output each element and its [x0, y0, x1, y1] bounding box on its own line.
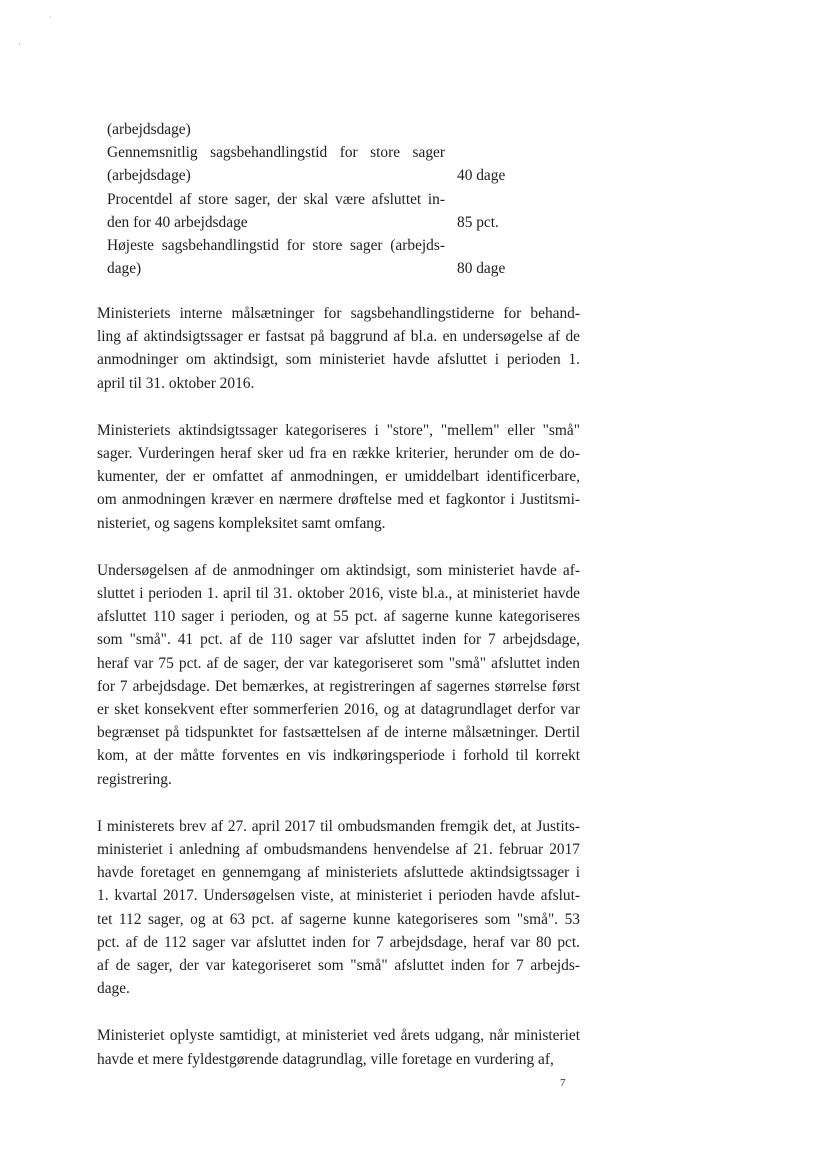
paragraph-line: tet 112 sager, og at 63 pct. af sagerne kunne kategoriseres som "små". 53: [97, 910, 580, 928]
paragraph-line: registrering.: [97, 770, 172, 788]
paragraph-line: Ministeriets aktindsigtssager kategoriseres i "store", "mellem" eller "små": [97, 421, 580, 439]
paragraph-line: sager. Vurderingen heraf sker ud fra en række kriterier, herunder om de do-: [97, 445, 580, 463]
body-text: [97, 302, 580, 1095]
table-row-label: [107, 234, 445, 280]
paragraph-line: ministeriet i anledning af ombudsmandens henvendelse af 21. februar 2017: [97, 841, 580, 859]
table-row: [107, 234, 527, 280]
table-row: [107, 188, 527, 234]
paragraph-line: Ministeriets interne målsætninger for sagsbehandlingstiderne for behand-: [97, 305, 580, 322]
paragraph-line: begrænset på tidspunktet for fastsættelsen af de interne målsætninger. Dertil: [97, 724, 580, 742]
paragraph-line: anmodninger om aktindsigt, som ministeriet havde afsluttet i perioden 1.: [97, 351, 580, 369]
paragraph-line: af de sager, der var kategoriseret som "små" afsluttet inden for 7 arbejds-: [97, 957, 580, 975]
table-row: [107, 118, 527, 141]
paragraph: [97, 1024, 580, 1070]
paragraph-line: afsluttet 110 sager i perioden, og at 55 pct. af sagerne kunne kategoriseres: [97, 608, 580, 626]
table-row-label: [107, 188, 445, 234]
table-line: (arbejdsdage): [107, 121, 191, 138]
paragraph-line: som "små". 41 pct. af de 110 sager var afsluttet inden for 7 arbejdsdage,: [97, 631, 580, 649]
paragraph-line: nisteriet, og sagens kompleksitet samt omfang.: [97, 514, 386, 532]
paragraph-line: kumenter, der er omfattet af anmodningen, er umiddelbart identificerbare,: [97, 468, 580, 486]
table-line: dage): [107, 260, 142, 278]
table-line: Procentdel af store sager, der skal være afsluttet in-: [107, 190, 445, 208]
paragraph-line: kom, at der måtte forventes en vis indkøringsperiode i forhold til korrekt: [97, 747, 580, 765]
paragraph-line: havde et mere fyldestgørende datagrundlag, ville foretage en vurdering af,: [97, 1050, 554, 1068]
table-row-label: [107, 141, 445, 187]
table-line: Gennemsnitlig sagsbehandlingstid for store sager: [107, 144, 445, 162]
paragraph-line: er sket konsekvent efter sommerferien 2016, og at datagrundlaget derfor var: [97, 701, 580, 719]
paragraph: [97, 419, 580, 535]
table-line: (arbejdsdage): [107, 167, 191, 185]
paragraph-line: Undersøgelsen af de anmodninger om aktindsigt, som ministeriet havde af-: [97, 561, 580, 579]
paragraph-line: I ministerets brev af 27. april 2017 til ombudsmanden fremgik det, at Justits-: [97, 817, 580, 835]
table-row-label: [107, 118, 445, 141]
table-row-value: 80 dage: [457, 260, 506, 278]
scan-speck: ·: [49, 13, 52, 22]
paragraph-line: ling af aktindsigtssager er fastsat på baggrund af bl.a. en undersøgelse af de: [97, 328, 580, 346]
table-row: [107, 141, 527, 187]
paragraph-line: april til 31. oktober 2016.: [97, 374, 255, 392]
table-line: Højeste sagsbehandlingstid for store sager (arbejds-: [107, 237, 445, 255]
paragraph-line: Ministeriet oplyste samtidigt, at ministeriet ved årets udgang, når ministeriet: [97, 1027, 580, 1045]
paragraph-line: dage.: [97, 980, 130, 998]
paragraph: [97, 302, 580, 395]
scan-speck: ': [19, 42, 21, 51]
table-row-value: 85 pct.: [457, 213, 499, 231]
paragraph-line: pct. af de 112 sager var afsluttet inden for 7 arbejdsdage, heraf var 80 pct.: [97, 933, 580, 951]
paragraph: [97, 559, 580, 791]
paragraph: [97, 815, 580, 1001]
target-table: [107, 118, 527, 280]
paragraph-line: 1. kvartal 2017. Undersøgelsen viste, at ministeriet i perioden havde afslut-: [97, 887, 580, 905]
table-row-value: 40 dage: [457, 167, 506, 185]
paragraph-line: sluttet i perioden 1. april til 31. oktober 2016, viste bl.a., at ministeriet havde: [97, 585, 580, 603]
table-line: den for 40 arbejdsdage: [107, 213, 248, 231]
paragraph-line: havde foretaget en gennemgang af ministeriets afsluttede aktindsigtssager i: [97, 864, 580, 882]
paragraph-line: om anmodningen kræver en nærmere drøftelse med et fagkontor i Justitsmi-: [97, 491, 580, 509]
page-number: 7: [560, 1077, 566, 1089]
paragraph-line: for 7 arbejdsdage. Det bemærkes, at registreringen af sagernes størrelse først: [97, 677, 580, 695]
paragraph-line: heraf var 75 pct. af de sager, der var kategoriseret som "små" afsluttet inden: [97, 654, 580, 672]
